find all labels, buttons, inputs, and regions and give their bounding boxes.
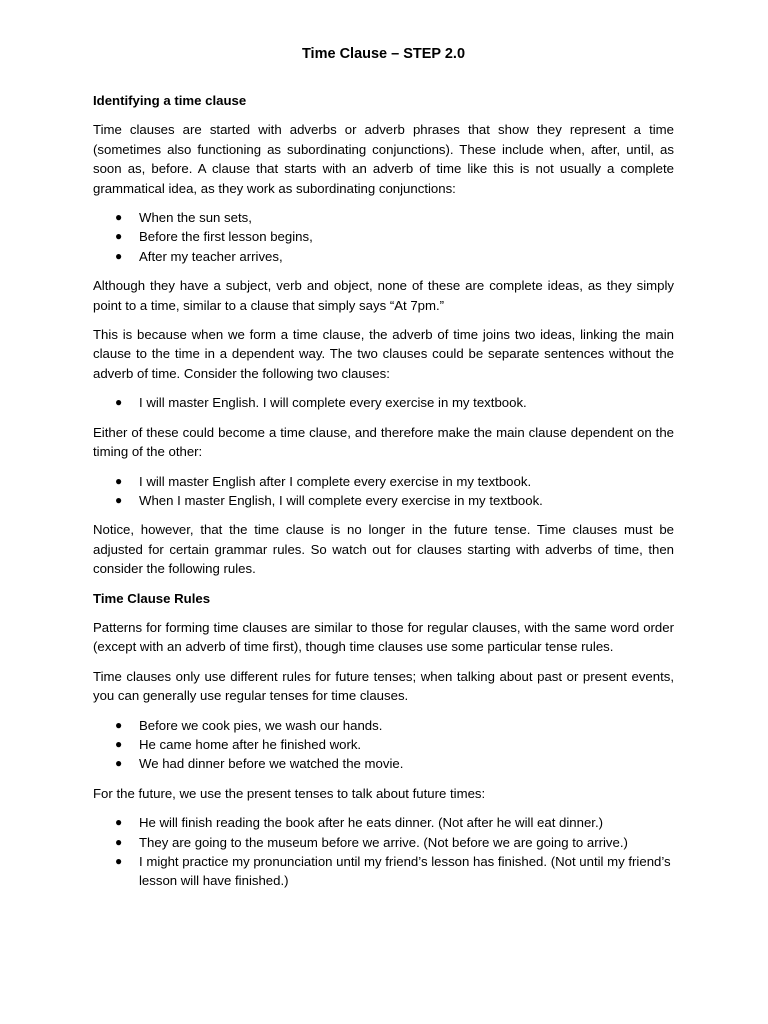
list-item-text: I will master English after I complete every exercise in my textbook. xyxy=(139,473,532,489)
document-title: Time Clause – STEP 2.0 xyxy=(301,46,466,62)
bullet-icon: ● xyxy=(115,815,123,830)
list-item-text: He will finish reading the book after he eats dinner. (Not after he will eat dinner.) xyxy=(139,815,604,831)
bullet-icon: ● xyxy=(115,492,123,507)
list-item xyxy=(93,852,674,891)
bullet-list-4 xyxy=(93,716,674,774)
bullet-list-5 xyxy=(93,813,674,891)
bullet-icon: ● xyxy=(115,756,123,771)
list-item xyxy=(93,491,674,510)
bullet-icon: ● xyxy=(115,248,123,263)
bullet-icon: ● xyxy=(115,736,123,751)
bullet-icon: ● xyxy=(115,229,123,244)
bullet-icon: ● xyxy=(115,210,123,225)
section-heading-rules: Time Clause Rules xyxy=(93,590,211,606)
paragraph-7: Time clauses only use different rules for future tenses; when talking about past or present events, you can generally use regular tenses for time clauses. xyxy=(93,668,674,704)
list-item xyxy=(93,227,674,246)
list-item-text: I might practice my pronunciation until my friend’s lesson has finished. (Not until my friend’s lesson will have finished.) xyxy=(139,854,671,889)
list-item-text: When I master English, I will complete every exercise in my textbook. xyxy=(139,492,543,508)
bullet-icon: ● xyxy=(115,834,123,849)
list-item xyxy=(93,393,674,412)
paragraph-2: Although they have a subject, verb and object, none of these are complete ideas, as they simply point to a time, similar to a clause that simply says “At 7pm.” xyxy=(93,278,674,313)
paragraph-6: Patterns for forming time clauses are similar to those for regular clauses, with the same word order (except with an adverb of time first), though time clauses use some particular tense rules. xyxy=(93,619,674,655)
document-page xyxy=(93,44,674,901)
paragraph-5: Notice, however, that the time clause is no longer in the future tense. Time clauses must be adjusted for certain grammar rules. So watch out for clauses starting with adverbs of time, then consider the following rules. xyxy=(93,522,674,577)
bullet-list-1 xyxy=(93,208,674,266)
list-item xyxy=(93,833,674,852)
list-item-text: Before we cook pies, we wash our hands. xyxy=(139,717,383,733)
bullet-list-2 xyxy=(93,393,674,412)
list-item xyxy=(93,472,674,491)
list-item xyxy=(93,754,674,773)
list-item-text: After my teacher arrives, xyxy=(139,248,283,264)
bullet-icon: ● xyxy=(115,854,123,868)
bullet-list-3 xyxy=(93,472,674,511)
list-item xyxy=(93,208,674,227)
bullet-icon: ● xyxy=(115,473,123,488)
paragraph-4: Either of these could become a time clause, and therefore make the main clause dependent on the timing of the other: xyxy=(93,424,674,460)
paragraph-8: For the future, we use the present tenses to talk about future times: xyxy=(93,785,486,801)
bullet-icon: ● xyxy=(115,717,123,732)
list-item xyxy=(93,247,674,266)
list-item-text: I will master English. I will complete every exercise in my textbook. xyxy=(139,395,527,411)
list-item-text: He came home after he finished work. xyxy=(139,736,362,752)
section-heading-identifying: Identifying a time clause xyxy=(93,93,247,108)
list-item-text: We had dinner before we watched the movie. xyxy=(139,756,404,772)
paragraph-1: Time clauses are started with adverbs or adverb phrases that show they represent a time (sometimes also functioning as subordinating conjunctions). These include when, after, until, as soon as, before. A clause that starts with an adverb of time like this is not usually a complete grammatical idea, as they work as subordinating conjunctions: xyxy=(93,122,674,196)
list-item-text: When the sun sets, xyxy=(139,210,252,226)
list-item xyxy=(93,813,674,832)
list-item xyxy=(93,735,674,754)
bullet-icon: ● xyxy=(115,395,123,410)
list-item-text: They are going to the museum before we arrive. (Not before we are going to arrive.) xyxy=(139,834,628,850)
list-item xyxy=(93,716,674,735)
list-item-text: Before the first lesson begins, xyxy=(139,229,313,245)
paragraph-3: This is because when we form a time clause, the adverb of time joins two ideas, linking the main clause to the time in a dependent way. The two clauses could be separate sentences without the adverb of time. Consider the following two clauses: xyxy=(93,327,674,381)
